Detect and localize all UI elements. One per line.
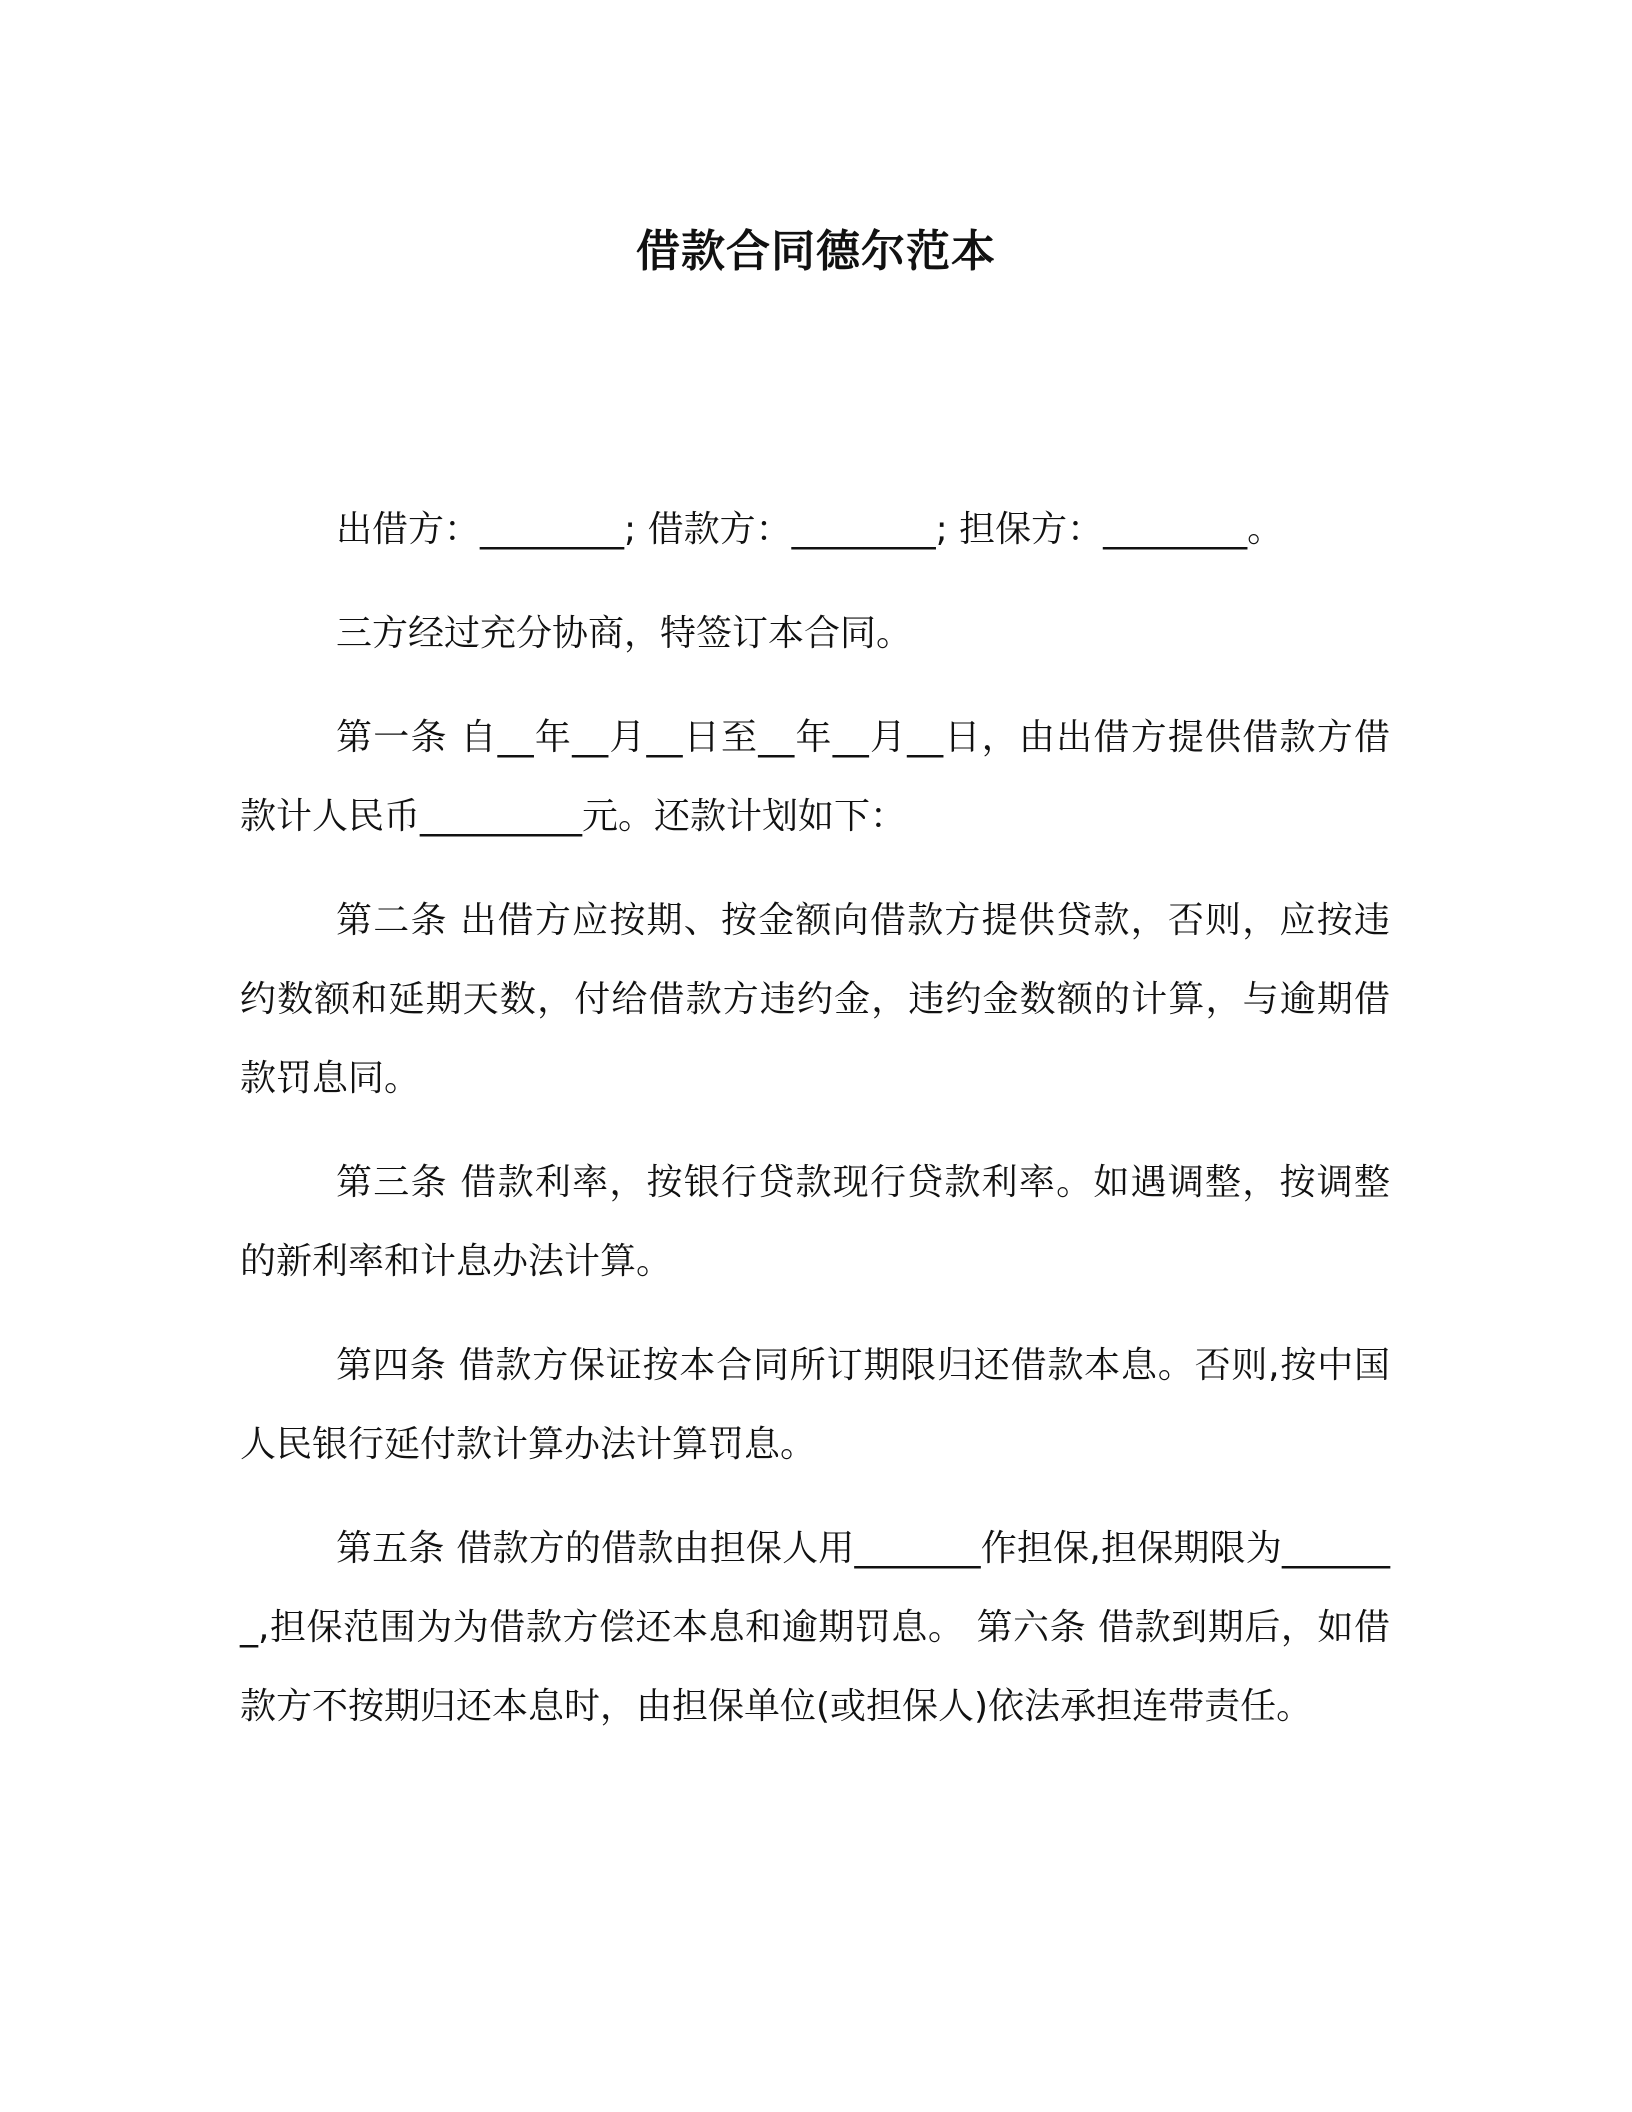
agreement-paragraph: 三方经过充分协商，特签订本合同。 (336, 613, 913, 654)
parties-paragraph: 出借方：________; 借款方：________; 担保方：________。 (336, 509, 1284, 550)
document-body (240, 490, 1390, 1771)
document-title: 借款合同德尔范本 (636, 226, 996, 277)
article-5-6-paragraph: 第五条 借款方的借款由担保人用_______作担保,担保期限为_______,担保范围为为借款方偿还本息和逾期罚息。 第六条 借款到期后，如借款方不按期归还本息时，由担保单位(或担保人)依法承担连带责任。 (240, 1528, 1390, 1727)
article-4-paragraph: 第四条 借款方保证按本合同所订期限归还借款本息。否则,按中国人民银行延付款计算办法计算罚息。 (240, 1345, 1390, 1465)
article-1-paragraph: 第一条 自__年__月__日至__年__月__日，由出借方提供借款方借款计人民币_________元。还款计划如下： (240, 717, 1390, 837)
article-2-paragraph: 第二条 出借方应按期、按金额向借款方提供贷款，否则，应按违约数额和延期天数，付给借款方违约金，违约金数额的计算，与逾期借款罚息同。 (240, 900, 1390, 1099)
article-3-paragraph: 第三条 借款利率，按银行贷款现行贷款利率。如遇调整，按调整的新利率和计息办法计算。 (240, 1162, 1390, 1282)
